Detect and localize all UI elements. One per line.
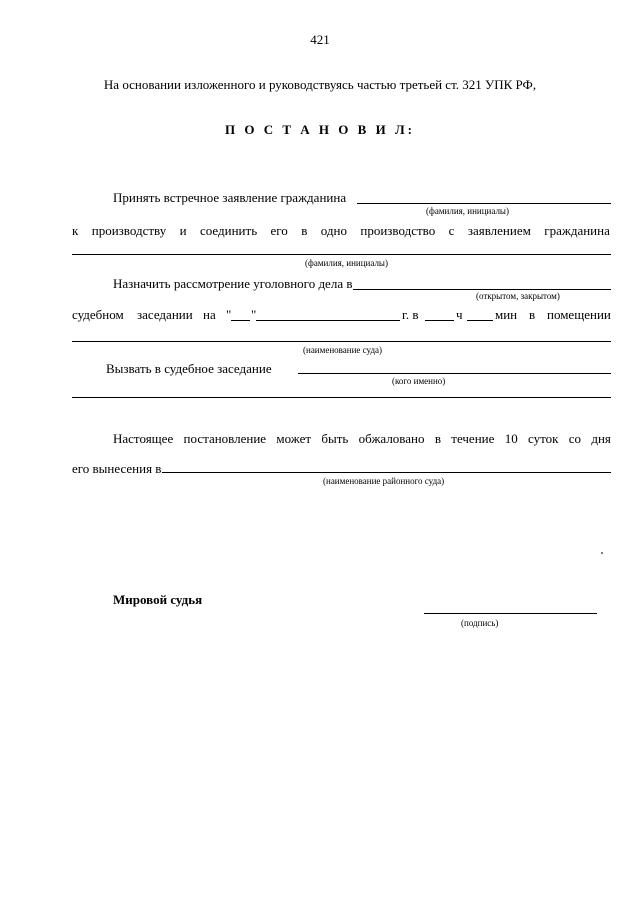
word: и: [179, 223, 187, 238]
district-court-field: [162, 472, 611, 473]
minute-label: мин: [495, 307, 518, 322]
scan-speck: [601, 552, 603, 554]
word: постановление: [183, 431, 267, 446]
hour-label: ч: [456, 307, 463, 322]
quote-close: ": [251, 307, 257, 322]
word-v: в: [529, 307, 536, 322]
word: обжаловано: [358, 431, 425, 446]
court-name-field: [72, 341, 611, 342]
word: быть: [321, 431, 349, 446]
month-year-field: [256, 320, 400, 321]
name-hint-2: (фамилия, инициалы): [305, 258, 388, 268]
year-at-label: г. в: [402, 307, 419, 322]
appeal-line-1: [113, 431, 611, 447]
citizen-name-field-1: [357, 203, 611, 204]
word: гражданина: [544, 223, 610, 238]
word: к: [72, 223, 79, 238]
word: производство: [360, 223, 436, 238]
word: Настоящее: [113, 431, 174, 446]
whom-field-2: [72, 397, 611, 398]
signature-hint: (подпись): [461, 618, 499, 628]
word: производству: [91, 223, 167, 238]
word: течение: [451, 431, 495, 446]
word: с: [448, 223, 455, 238]
court-name-hint: (наименование суда): [303, 345, 383, 355]
word-pomeschenii: помещении: [547, 307, 611, 322]
page-number: 421: [310, 32, 330, 47]
day-field: [231, 320, 250, 321]
summon-text: Вызвать в судебное заседание: [106, 361, 272, 376]
hour-field: [425, 320, 454, 321]
word: в: [434, 431, 441, 446]
word: его: [270, 223, 288, 238]
signature-field: [424, 613, 597, 614]
judge-title: Мировой судья: [113, 592, 203, 607]
accept-claim-text: Принять встречное заявление гражданина: [113, 190, 347, 205]
minute-field: [467, 320, 493, 321]
word: 10: [504, 431, 518, 446]
word: дня: [591, 431, 611, 446]
open-closed-hint: (открытом, закрытом): [476, 291, 560, 301]
word: суток: [528, 431, 559, 446]
word-sudebnom: судебном: [72, 307, 124, 322]
word: заявлением: [467, 223, 531, 238]
district-court-hint: (наименование районного суда): [323, 476, 445, 486]
whom-field-1: [298, 373, 611, 374]
quote-open: ": [226, 307, 232, 322]
heading: П О С Т А Н О В И Л:: [225, 122, 415, 137]
word-zasedanii: заседании: [137, 307, 193, 322]
word: соединить: [200, 223, 258, 238]
word: одно: [320, 223, 347, 238]
open-closed-field: [353, 289, 611, 290]
citizen-name-field-2: [72, 254, 611, 255]
join-proceedings-line: [72, 223, 610, 239]
name-hint-1: (фамилия, инициалы): [426, 206, 509, 216]
whom-hint: (кого именно): [392, 376, 446, 386]
word-na: на: [203, 307, 216, 322]
word: может: [276, 431, 312, 446]
appeal-line-2: его вынесения в: [72, 461, 162, 476]
word: в: [301, 223, 308, 238]
schedule-hearing-text: Назначить рассмотрение уголовного дела в: [113, 276, 353, 291]
intro-text: На основании изложенного и руководствуясь частью третьей ст. 321 УПК РФ,: [103, 77, 537, 92]
word: со: [568, 431, 582, 446]
